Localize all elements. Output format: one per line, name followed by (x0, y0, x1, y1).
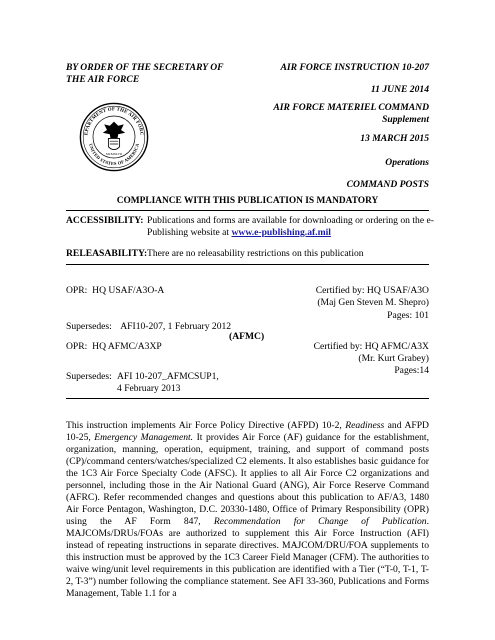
pages-1: Pages: 101 (387, 310, 429, 321)
category: Operations (385, 156, 429, 168)
releasability-row (66, 248, 429, 260)
opr-2 (66, 341, 162, 353)
body-italic-3: Recommendation for Change of Publication (213, 515, 427, 527)
afmc-tag: (AFMC) (229, 331, 265, 342)
instruction-number: AIR FORCE INSTRUCTION 10-207 (280, 62, 429, 73)
certified-1 (229, 285, 429, 308)
divider (66, 398, 429, 399)
opr-1 (66, 285, 164, 297)
seal-year: MCMXLVII (106, 152, 122, 157)
supersedes-1 (66, 321, 231, 333)
e-publishing-link[interactable]: www.e-publishing.af.mil (231, 226, 331, 238)
certified-2-line2: (Mr. Kurt Grabey) (358, 352, 429, 364)
pages-2: Pages:14 (394, 365, 429, 376)
body-text-3: It provides Air Force (AF) guidance for the establishment, organization, manning, operation, equipment, training, and support of command posts (CP)/command centers/watches/specialized C2 elements. It also establishes basic guidance for the 1C3 Air Force Specialty Code (AFSC). It applies to all Air Force C2 organizations and personnel, including those in the Air National Guard (ANG), Air Force Reserve Command (AFRC). Refer recommended changes and questions about this publication to AF/A3, 1480 Air Force Pentagon, Washington, D.C. 20330-1480, Office of Primary Responsibility (OPR) using the AF Form 847, (66, 431, 429, 527)
certified-1-line1: Certified by: HQ USAF/A3O (315, 285, 429, 296)
accessibility-row (66, 215, 434, 238)
certified-2-line1: Certified by: HQ AFMC/A3X (313, 341, 429, 352)
accessibility-text-2: Publishing website at (147, 226, 230, 238)
opr-2-value: HQ AFMC/A3XP (92, 341, 162, 352)
supersedes-2-label: Supersedes: (66, 371, 112, 382)
body-paragraph (66, 420, 429, 600)
body-text-4: . MAJCOMs/DRUs/FOAs are authorized to supplement this Air Force Instruction (AFI) instead of repeating instructions in separate directives. MAJCOM/DRU/FOA supplements to this instruction must be approved by the 1C3 Career Field Manager (CFM). The authorities to waive wing/unit level requirements in this publication are identified with a Tier (“T-0, T-1, T-2, T-3”) number following the compliance statement. See AFI 33-360, Publications and Forms Management, Table 1.1 for a (66, 515, 430, 599)
subject: COMMAND POSTS (346, 179, 429, 191)
certified-1-line2: (Maj Gen Steven M. Shepro) (317, 296, 429, 308)
body-italic-1: Readiness (345, 420, 385, 431)
certified-2 (229, 341, 429, 364)
opr-1-value: HQ USAF/A3O-A (92, 285, 165, 296)
supplement-label: Supplement (382, 114, 429, 126)
supersedes-1-value: AFI10-207, 1 February 2012 (120, 321, 232, 332)
instruction-date: 11 JUNE 2014 (370, 83, 429, 95)
supersedes-2-value-line2: 4 February 2013 (117, 382, 181, 394)
body-text-1: This instruction implements Air Force Policy Directive (AFPD) 10-2, (66, 420, 342, 431)
divider (66, 210, 429, 211)
supersedes-1-label: Supersedes: (66, 321, 112, 332)
accessibility-label: ACCESSIBILITY: (66, 215, 144, 226)
opr-1-label: OPR: (66, 285, 88, 296)
seal-top-text: EPARTMENT OF THE AIR FORC (84, 107, 144, 136)
air-force-seal-icon (79, 102, 149, 172)
releasability-label: RELEASABILITY: (66, 248, 148, 259)
supersedes-2-value (117, 371, 219, 394)
supersedes-2-value-line1: AFI 10-207_AFMCSUP1, (117, 371, 219, 382)
releasability-text: There are no releasability restrictions on this publication (147, 248, 364, 259)
by-order-text: BY ORDER OF THE SECRETARY OF THE AIR FORCE (66, 62, 224, 85)
body-text-2: and AFPD 10-25, (66, 420, 429, 443)
seal-bottom-text: UNITED STATES OF AMERICA (88, 142, 140, 167)
accessibility-text: Publications and forms are available for downloading or ordering on the e- (147, 215, 434, 226)
opr-2-label: OPR: (66, 341, 88, 352)
body-italic-2: Emergency Management. (94, 431, 194, 443)
divider (66, 264, 429, 265)
compliance-statement: COMPLIANCE WITH THIS PUBLICATION IS MANDATORY (116, 196, 379, 206)
supplement-date: 13 MARCH 2015 (360, 132, 429, 144)
command-name: AIR FORCE MATERIEL COMMAND (273, 102, 429, 114)
